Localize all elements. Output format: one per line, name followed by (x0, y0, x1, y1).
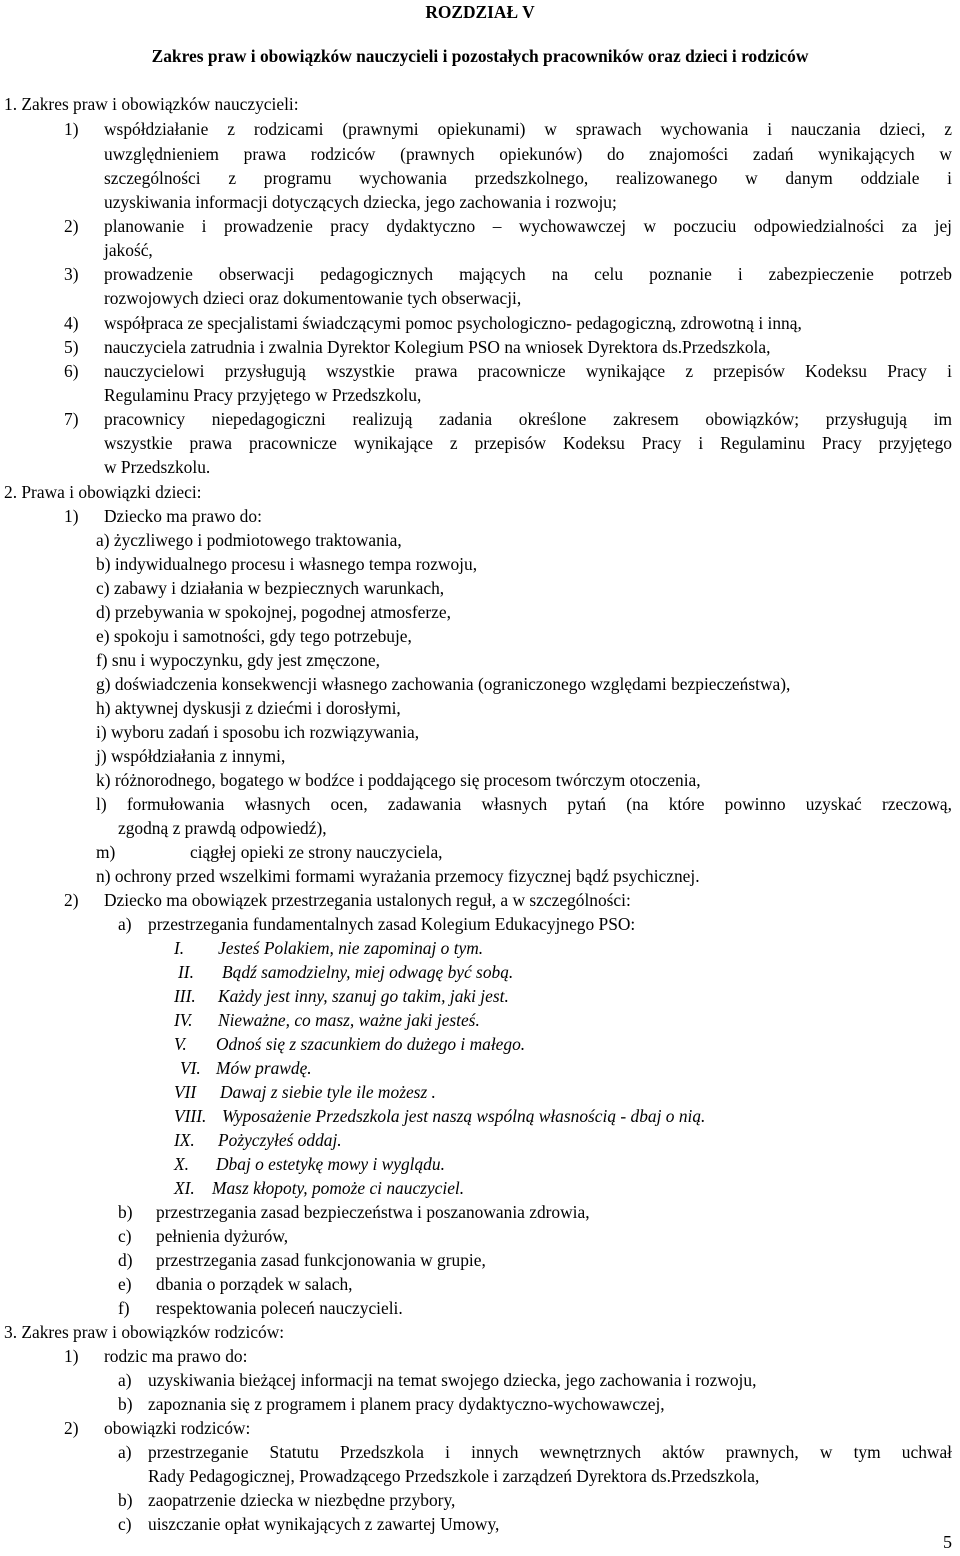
list-item-text: rodzic ma prawo do: (104, 1346, 248, 1366)
list-item: c) zabawy i działania w bezpiecznych warunkach, (96, 578, 445, 598)
list-item: respektowania poleceń nauczycieli. (156, 1298, 403, 1318)
rule-text: Odnoś się z szacunkiem do dużego i małego. (216, 1034, 526, 1054)
list-item: ciągłej opieki ze strony nauczyciela, (190, 842, 443, 862)
list-letter: b) (118, 1202, 133, 1222)
rule-number: IV. (174, 1010, 193, 1030)
list-item: l) formułowania własnych ocen, zadawania własnych pytań (na które powinno uzyskać rzeczową, (96, 794, 952, 814)
list-item: i) wyboru zadań i sposobu ich rozwiązywania, (96, 722, 420, 742)
rule-number: IX. (174, 1130, 195, 1150)
rule-number: I. (174, 938, 185, 958)
list-number: 1) (64, 506, 79, 526)
list-item-text: Dziecko ma obowiązek przestrzegania ustalonych reguł, a w szczególności: (104, 890, 631, 910)
list-item-text: współdziałanie z rodzicami (prawnymi opiekunami) w sprawach wychowania i nauczania dzieci, z (104, 119, 952, 139)
list-item: k) różnorodnego, bogatego w bodźce i poddającego się procesom twórczym otoczenia, (96, 770, 701, 790)
list-number: 1) (64, 1346, 79, 1366)
rule-text: Każdy jest inny, szanuj go takim, jaki jest. (218, 986, 509, 1006)
list-item: b) indywidualnego procesu i własnego tempa rozwoju, (96, 554, 478, 574)
list-item: a) życzliwego i podmiotowego traktowania, (96, 530, 402, 550)
rule-text: Dawaj z siebie tyle ile możesz . (220, 1082, 436, 1102)
list-number: 4) (64, 313, 79, 333)
list-item-text: nauczycielowi przysługują wszystkie prawa pracownicze wynikające z przepisów Kodeksu Pracy i (104, 361, 952, 381)
page-number: 5 (943, 1532, 952, 1552)
list-item: uzyskiwania bieżącej informacji na temat swojego dziecka, jego zachowania i rozwoju, (148, 1370, 757, 1390)
list-letter: c) (118, 1226, 132, 1246)
rule-number: VIII. (174, 1106, 207, 1126)
list-letter: b) (118, 1490, 133, 1510)
list-letter: a) (118, 1442, 132, 1462)
rule-number: II. (178, 962, 194, 982)
list-item: n) ochrony przed wszelkimi formami wyrażania przemocy fizycznej bądź psychicznej. (96, 866, 700, 886)
rule-number: X. (174, 1154, 189, 1174)
list-letter: e) (118, 1274, 132, 1294)
list-item-text: uzyskiwania informacji dotyczących dziecka, jego zachowania i rozwoju; (104, 192, 617, 212)
list-item: przestrzegania zasad funkcjonowania w grupie, (156, 1250, 486, 1270)
list-letter: a) (118, 914, 132, 934)
list-item: d) przebywania w spokojnej, pogodnej atmosferze, (96, 602, 451, 622)
list-number: 1) (64, 119, 79, 139)
chapter-subtitle: Zakres praw i obowiązków nauczycieli i pozostałych pracowników oraz dzieci i rodziców (151, 46, 809, 66)
list-number: 2) (64, 890, 79, 910)
list-item: h) aktywnej dyskusji z dziećmi i dorosłymi, (96, 698, 401, 718)
list-letter: m) (96, 842, 116, 862)
list-item-text: Regulaminu Pracy przyjętego w Przedszkolu, (104, 385, 422, 405)
rule-text: Jesteś Polakiem, nie zapominaj o tym. (218, 938, 484, 958)
section-2-heading: 2. Prawa i obowiązki dzieci: (4, 482, 202, 502)
list-item: e) spokoju i samotności, gdy tego potrzebuje, (96, 626, 412, 646)
list-item-text: jakość, (104, 240, 153, 260)
list-item: j) współdziałania z innymi, (96, 746, 286, 766)
rule-text: Bądź samodzielny, miej odwagę być sobą. (222, 962, 514, 982)
rule-number: XI. (174, 1178, 195, 1198)
list-item: Rady Pedagogicznej, Prowadzącego Przedszkole i zarządzeń Dyrektora ds.Przedszkola, (148, 1466, 760, 1486)
list-number: 2) (64, 216, 79, 236)
list-number: 6) (64, 361, 79, 381)
list-item-text: współpraca ze specjalistami świadczącymi pomoc psychologiczno- pedagogiczną, zdrowotną i inną, (104, 313, 802, 333)
rule-text: Mów prawdę. (216, 1058, 312, 1078)
list-item: przestrzegania zasad bezpieczeństwa i poszanowania zdrowia, (156, 1202, 590, 1222)
rule-text: Nieważne, co masz, ważne jaki jesteś. (218, 1010, 480, 1030)
list-item: dbania o porządek w salach, (156, 1274, 353, 1294)
section-1-heading: 1. Zakres praw i obowiązków nauczycieli: (4, 94, 299, 114)
list-item-text: uwzględnieniem prawa rodziców (prawnych opiekunów) do znajomości zadań wynikających w (104, 144, 952, 164)
list-item-text: pracownicy niepedagogiczni realizują zadania określone zakresem obowiązków; przysługują im (104, 409, 952, 429)
list-item: zapoznania się z programem i planem pracy dydaktyczno-wychowawczej, (148, 1394, 665, 1414)
list-item-text: planowanie i prowadzenie pracy dydaktyczno – wychowawczej w poczuciu odpowiedzialności za jej (104, 216, 952, 236)
list-item-text: nauczyciela zatrudnia i zwalnia Dyrektor Kolegium PSO na wniosek Dyrektora ds.Przedszkola, (104, 337, 771, 357)
list-item: zgodną z prawdą odpowiedź), (118, 818, 327, 838)
list-item: przestrzeganie Statutu Przedszkola i innych wewnętrznych aktów prawnych, w tym uchwał (148, 1442, 952, 1462)
list-item-text: rozwojowych dzieci oraz dokumentowanie tych obserwacji, (104, 288, 522, 308)
rule-text: Dbaj o estetykę mowy i wyglądu. (216, 1154, 445, 1174)
list-number: 3) (64, 264, 79, 284)
list-letter: d) (118, 1250, 133, 1270)
list-item: uiszczanie opłat wynikających z zawartej Umowy, (148, 1514, 500, 1534)
list-item-text: w Przedszkolu. (104, 457, 211, 477)
rule-number: VII (174, 1082, 197, 1102)
rule-text: Wyposażenie Przedszkola jest naszą wspólną własnością - dbaj o nią. (222, 1106, 706, 1126)
list-item-text: szczególności z programu wychowania przedszkolnego, realizowanego w danym oddziale i (104, 168, 952, 188)
list-item-text: obowiązki rodziców: (104, 1418, 251, 1438)
list-letter: f) (118, 1298, 130, 1318)
rule-number: VI. (180, 1058, 201, 1078)
list-item: zaopatrzenie dziecka w niezbędne przybory, (148, 1490, 456, 1510)
rule-number: V. (174, 1034, 187, 1054)
rule-text: Pożyczyłeś oddaj. (218, 1130, 342, 1150)
list-item-text: Dziecko ma prawo do: (104, 506, 262, 526)
list-letter: c) (118, 1514, 132, 1534)
list-number: 7) (64, 409, 79, 429)
list-number: 5) (64, 337, 79, 357)
chapter-title: ROZDZIAŁ V (425, 2, 535, 22)
rule-text: Masz kłopoty, pomoże ci nauczyciel. (212, 1178, 465, 1198)
list-item: pełnienia dyżurów, (156, 1226, 289, 1246)
list-item: przestrzegania fundamentalnych zasad Kolegium Edukacyjnego PSO: (148, 914, 636, 934)
list-item-text: prowadzenie obserwacji pedagogicznych mających na celu poznanie i zabezpieczenie potrzeb (104, 264, 952, 284)
rule-number: III. (174, 986, 196, 1006)
list-item-text: wszystkie prawa pracownicze wynikające z przepisów Kodeksu Pracy i Regulaminu Pracy przyjętego (104, 433, 952, 453)
list-number: 2) (64, 1418, 79, 1438)
list-letter: b) (118, 1394, 133, 1414)
list-item: f) snu i wypoczynku, gdy jest zmęczone, (96, 650, 380, 670)
list-letter: a) (118, 1370, 132, 1390)
list-item: g) doświadczenia konsekwencji własnego zachowania (ograniczonego względami bezpieczeństwa), (96, 674, 791, 694)
section-3-heading: 3. Zakres praw i obowiązków rodziców: (4, 1322, 285, 1342)
